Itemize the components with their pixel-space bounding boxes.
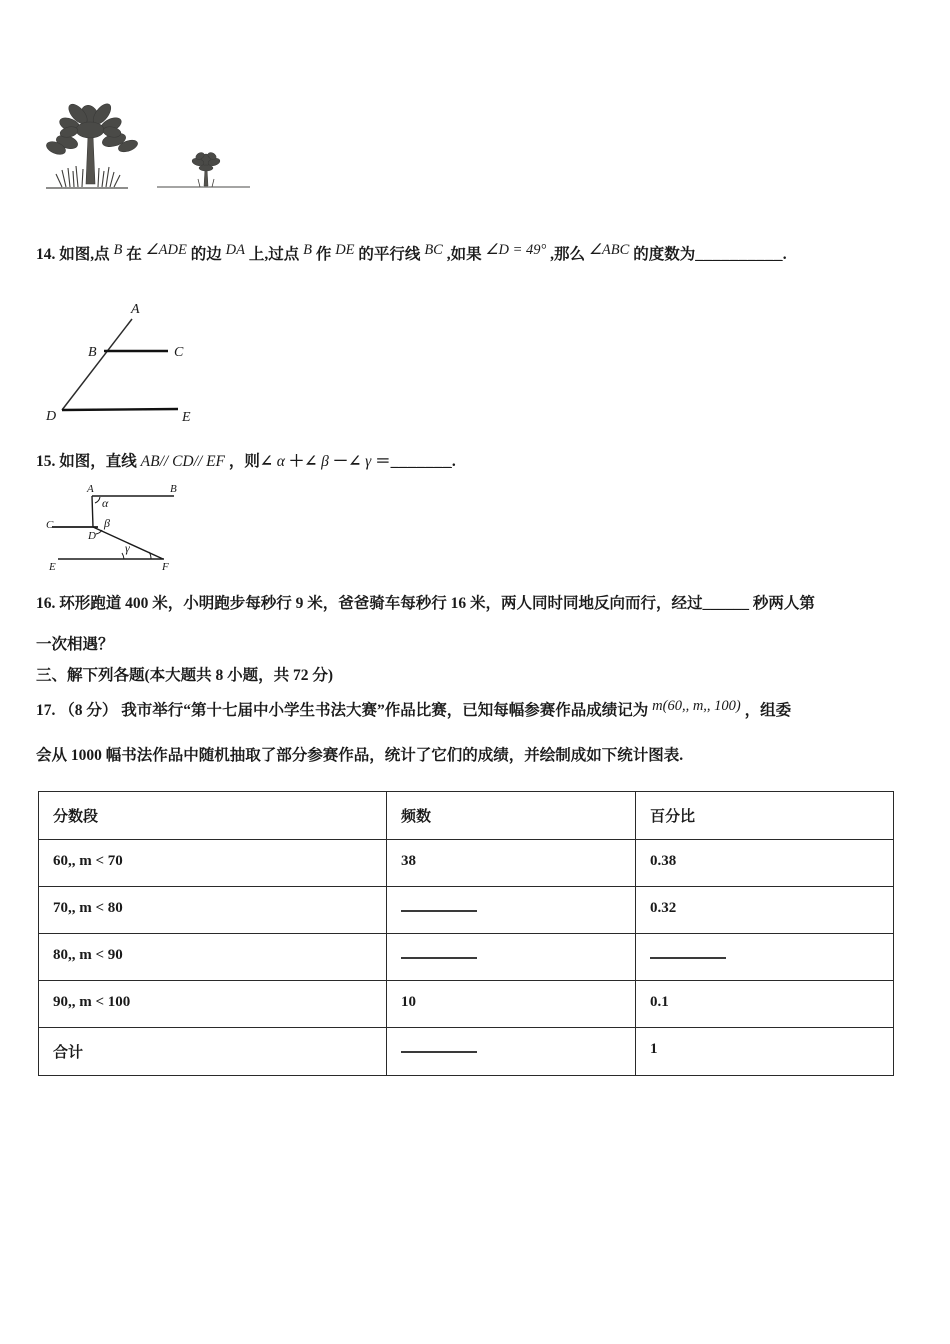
q15-part-2: ，则∠ (228, 453, 273, 470)
cell-pct-2[interactable] (636, 934, 894, 981)
svg-text:E: E (49, 561, 56, 573)
q17-line-1a: 我市举行“第十七届中小学生书法大赛”作品比赛，已知每幅参赛作品成绩记为 (121, 702, 649, 719)
question-14-text (36, 240, 916, 266)
svg-text:β: β (104, 516, 110, 530)
three-parallel-lines-zigzag-diagram (46, 476, 221, 576)
cell-range-0: 60,, m < 70 (39, 840, 387, 887)
cell-freq-1[interactable] (387, 887, 636, 934)
q15-part-5: ＝ (375, 453, 391, 470)
q17-line-1 (36, 696, 926, 722)
svg-text:D: D (88, 530, 96, 542)
question-14-number: 14. (36, 246, 56, 263)
q14-math-angle-ABC: ∠ABC (588, 242, 630, 258)
q17-score: （8 分） (59, 702, 118, 719)
q17-line-2: 会从 1000 幅书法作品中随机抽取了部分参赛作品，统计了它们的成绩，并绘制成如下统计图表. (36, 747, 684, 765)
svg-text:E: E (182, 410, 191, 425)
question-15-number: 15. (36, 453, 56, 470)
cell-pct-1: 0.32 (636, 887, 894, 934)
table-row (39, 934, 894, 981)
q16-line-2: 一次相遇？ (36, 636, 114, 654)
q14-period: . (782, 246, 787, 263)
blank-input-pct-2[interactable] (650, 947, 726, 959)
column-header-score-range: 分数段 (39, 792, 387, 840)
cell-range-2: 80,, m < 90 (39, 934, 387, 981)
question-15-text (36, 450, 916, 473)
q15-answer-blank[interactable]: _______ (390, 453, 452, 470)
q17-line-1b: ，组委 (744, 702, 792, 719)
q17-score-range-formula: m(60,, m,, 100) (652, 698, 741, 714)
table-row (39, 981, 894, 1028)
two-plants-illustration (42, 92, 282, 197)
q14-part-8: ,那么 (550, 246, 586, 263)
blank-input-freq-total[interactable] (401, 1041, 477, 1053)
svg-text:D: D (46, 409, 57, 424)
question-17-number: 17. (36, 702, 56, 719)
q15-period: . (451, 453, 456, 470)
q14-part-4: 上,过点 (248, 246, 300, 263)
q15-part-4: －∠ (332, 453, 362, 470)
svg-text:B: B (88, 345, 97, 360)
cell-range-4-total: 合计 (39, 1028, 387, 1076)
svg-text:C: C (46, 519, 54, 531)
column-header-frequency: 频数 (387, 792, 636, 840)
q14-math-angle-ADE: ∠ADE (145, 242, 187, 258)
table-row (39, 887, 894, 934)
q14-part-7: ,如果 (446, 246, 482, 263)
blank-input-freq-2[interactable] (401, 947, 477, 959)
cell-freq-3: 10 (387, 981, 636, 1028)
cell-range-3: 90,, m < 100 (39, 981, 387, 1028)
q14-math-B2: B (303, 242, 312, 258)
cell-freq-0: 38 (387, 840, 636, 887)
q14-math-angle-D-value: ∠D = 49° (485, 242, 547, 258)
cell-pct-3: 0.1 (636, 981, 894, 1028)
question-17-text (36, 696, 926, 768)
q14-math-DE: DE (335, 242, 355, 258)
cell-freq-4[interactable] (387, 1028, 636, 1076)
q15-math-gamma: γ (365, 453, 372, 470)
q14-part-1: 如图,点 (59, 246, 110, 263)
section-heading: 三、解下列各题(本大题共 8 小题，共 72 分) (36, 667, 334, 684)
q15-math-alpha: α (276, 453, 285, 470)
q14-part-3: 的边 (190, 246, 222, 263)
table-row (39, 1028, 894, 1076)
frequency-distribution-table (38, 791, 894, 1076)
cell-range-1: 70,, m < 80 (39, 887, 387, 934)
table-header-row (39, 792, 894, 840)
q14-part-6: 的平行线 (358, 246, 421, 263)
column-header-percentage: 百分比 (636, 792, 894, 840)
question-16-text (36, 592, 926, 657)
q16-line-1 (36, 592, 926, 615)
svg-text:C: C (174, 345, 184, 360)
q14-math-BC: BC (424, 242, 443, 258)
q15-math-parallel-lines: AB// CD// EF (140, 453, 226, 470)
question-16-number: 16. (36, 595, 56, 612)
q15-part-3: ＋∠ (288, 453, 318, 470)
q15-part-1: 如图，直线 (59, 453, 137, 470)
angle-ADE-with-parallel-BC-diagram (40, 288, 240, 433)
q14-part-9: 的度数为 (633, 246, 696, 263)
svg-text:F: F (162, 561, 169, 573)
blank-input-freq-1[interactable] (401, 900, 477, 912)
svg-text:A: A (87, 483, 94, 495)
svg-text:A: A (131, 302, 140, 317)
table-row (39, 840, 894, 887)
q16-line-1-text: 环形跑道 400 米，小明跑步每秒行 9 米，爸爸骑车每秒行 16 米，两人同时同地反向而行，经过______ 秒两人第 (59, 595, 815, 612)
cell-pct-0: 0.38 (636, 840, 894, 887)
q14-math-B: B (113, 242, 123, 258)
q14-answer-blank[interactable]: __________ (695, 246, 783, 263)
q14-part-2: 在 (126, 246, 142, 263)
cell-freq-2[interactable] (387, 934, 636, 981)
q14-math-DA: DA (225, 242, 245, 258)
svg-text:α: α (102, 496, 109, 510)
cell-pct-4: 1 (636, 1028, 894, 1076)
svg-text:B: B (170, 483, 177, 495)
q15-math-beta: β (321, 453, 329, 470)
q14-part-5: 作 (315, 246, 332, 263)
svg-text:γ: γ (125, 541, 130, 555)
